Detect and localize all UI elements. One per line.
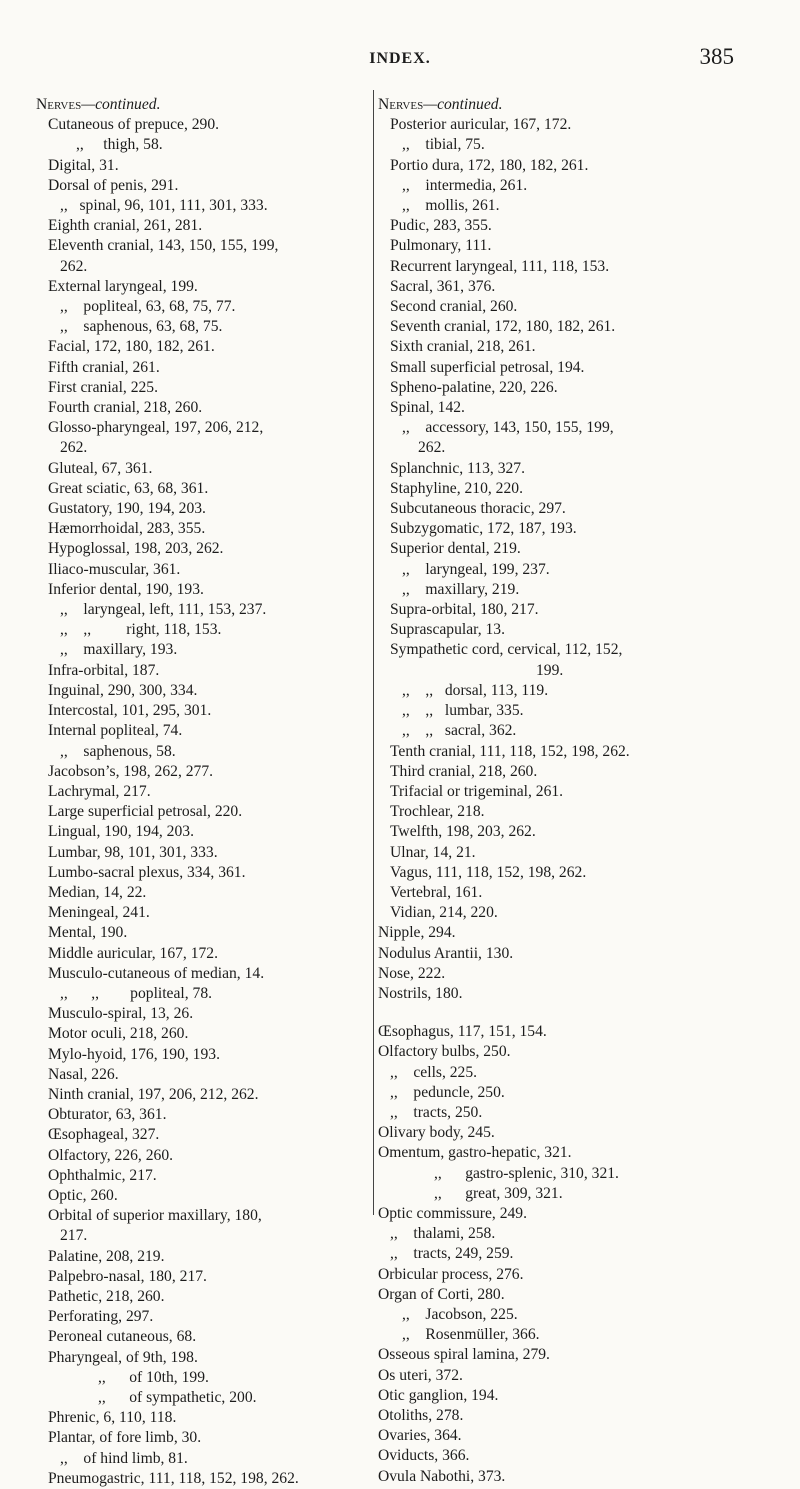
index-entry: Ninth cranial, 197, 206, 212, 262. (48, 1085, 259, 1103)
section-heading (378, 95, 768, 115)
index-entry: Pharyngeal, of 9th, 198. (48, 1348, 198, 1366)
index-entry: Nipple, 294. (378, 924, 456, 942)
index-entry: Omentum, gastro-hepatic, 321. (378, 1144, 572, 1162)
index-entry: ,, maxillary, 219. (402, 580, 520, 598)
index-entry: Otic ganglion, 194. (378, 1386, 499, 1404)
index-entry: Suprascapular, 13. (390, 621, 505, 639)
index-entry: Splanchnic, 113, 327. (390, 459, 525, 477)
index-entry: Pulmonary, 111. (390, 237, 492, 255)
index-entry: Eleventh cranial, 143, 150, 155, 199, (48, 237, 279, 255)
index-entry: Œsophagus, 117, 151, 154. (378, 1023, 547, 1041)
index-entry: ,, accessory, 143, 150, 155, 199, (402, 419, 614, 437)
index-entry: Perforating, 297. (48, 1308, 154, 1326)
index-entry: Recurrent laryngeal, 111, 118, 153. (390, 257, 610, 275)
index-entry: Glosso-pharyngeal, 197, 206, 212, (48, 419, 264, 437)
index-entry: ,, tibial, 75. (402, 136, 485, 154)
heading-word: Nerves (36, 96, 82, 113)
index-entry: Trochlear, 218. (390, 803, 485, 821)
index-entry: Jacobson’s, 198, 262, 277. (48, 762, 214, 780)
index-entry: Gluteal, 67, 361. (48, 459, 153, 477)
index-entry: Staphyline, 210, 220. (390, 479, 523, 497)
index-entry: ,, ,, dorsal, 113, 119. (402, 681, 549, 699)
index-entry: ,, Rosenmüller, 366. (402, 1326, 540, 1344)
index-entry: Seventh cranial, 172, 180, 182, 261. (390, 318, 616, 336)
index-entry: Mylo-hyoid, 176, 190, 193. (48, 1045, 220, 1063)
index-entry: Pneumogastric, 111, 118, 152, 198, 262. (48, 1469, 299, 1487)
index-entry: ,, maxillary, 193. (60, 641, 178, 659)
index-entry: ,, ,, sacral, 362. (402, 722, 517, 740)
index-entry: Middle auricular, 167, 172. (48, 944, 219, 962)
index-entry: Nodulus Arantii, 130. (378, 944, 514, 962)
index-entry: Subcutaneous thoracic, 297. (390, 500, 566, 518)
index-entry: Hæmorrhoidal, 283, 355. (48, 520, 206, 538)
index-entry: 217. (60, 1227, 88, 1245)
index-entry: Otoliths, 278. (378, 1407, 464, 1424)
index-entry: ,, Jacobson, 225. (402, 1305, 518, 1323)
index-entry: Fourth cranial, 218, 260. (48, 399, 203, 417)
index-entry: Posterior auricular, 167, 172. (390, 116, 572, 134)
index-entry: Sixth cranial, 218, 261. (390, 338, 536, 356)
index-entry: Hypoglossal, 198, 203, 262. (48, 540, 224, 558)
index-entry: Infra-orbital, 187. (48, 661, 160, 679)
index-entry: Motor oculi, 218, 260. (48, 1025, 189, 1043)
index-entry: Supra-orbital, 180, 217. (390, 601, 539, 619)
index-entry: Eighth cranial, 261, 281. (48, 217, 203, 235)
index-entry: Phrenic, 6, 110, 118. (48, 1409, 177, 1427)
column-divider (373, 90, 374, 1215)
index-entry: Digital, 31. (48, 156, 119, 174)
index-entry: ,, gastro-splenic, 310, 321. (434, 1164, 619, 1182)
index-entry: Tenth cranial, 111, 118, 152, 198, 262. (390, 742, 630, 760)
index-entry: Orbicular process, 276. (378, 1265, 524, 1283)
index-entry: Spinal, 142. (390, 399, 465, 417)
index-entry: ,, great, 309, 321. (434, 1184, 563, 1202)
index-entry: Orbital of superior maxillary, 180, (48, 1207, 262, 1225)
index-entry: ,, popliteal, 63, 68, 75, 77. (60, 298, 236, 316)
index-entry: Subzygomatic, 172, 187, 193. (390, 520, 577, 538)
index-entry: Lumbo-sacral plexus, 334, 361. (48, 863, 246, 881)
index-entry: Olfactory bulbs, 250. (378, 1043, 511, 1061)
index-entry: Inferior dental, 190, 193. (48, 580, 204, 598)
index-entry: First cranial, 225. (48, 378, 159, 396)
index-entry: Twelfth, 198, 203, 262. (390, 823, 536, 841)
index-entry: Sacral, 361, 376. (390, 277, 496, 295)
index-entry: Third cranial, 218, 260. (390, 762, 538, 780)
heading-continued: —continued. (423, 96, 503, 113)
index-entry: ,, of sympathetic, 200. (98, 1389, 257, 1406)
index-entry: Large superficial petrosal, 220. (48, 803, 243, 821)
index-entry: Ovaries, 364. (378, 1427, 462, 1445)
index-entry: ,, tracts, 249, 259. (390, 1245, 514, 1263)
running-header-title: INDEX. (369, 50, 431, 67)
index-entry: ,, laryngeal, left, 111, 153, 237. (60, 601, 267, 619)
page-number: 385 (699, 44, 734, 69)
index-entry: Fifth cranial, 261. (48, 358, 160, 376)
index-entry: Vidian, 214, 220. (390, 904, 498, 922)
index-entry: 262. (418, 439, 446, 457)
index-entry: Osseous spiral lamina, 279. (378, 1346, 550, 1364)
index-entry: ,, spinal, 96, 101, 111, 301, 333. (60, 197, 268, 215)
index-entry: Musculo-spiral, 13, 26. (48, 1005, 194, 1023)
index-entry: Sympathetic cord, cervical, 112, 152, (390, 641, 623, 659)
index-entry: Pudic, 283, 355. (390, 217, 492, 235)
index-entry: Small superficial petrosal, 194. (390, 358, 585, 376)
index-entry: Œsophageal, 327. (48, 1126, 160, 1144)
index-entry: Oviducts, 366. (378, 1447, 470, 1465)
index-entry: Mental, 190. (48, 924, 128, 942)
index-entry: Cutaneous of prepuce, 290. (48, 116, 220, 134)
index-entry: 199. (536, 661, 564, 679)
index-entry: Nose, 222. (378, 964, 446, 982)
index-entry: Plantar, of fore limb, 30. (48, 1429, 202, 1447)
index-entry: Internal popliteal, 74. (48, 722, 183, 740)
index-entry: ,, peduncle, 250. (390, 1083, 505, 1101)
index-entry: Portio dura, 172, 180, 182, 261. (390, 156, 589, 174)
index-entry: ,, tracts, 250. (390, 1103, 483, 1121)
left-entries (36, 115, 370, 1489)
index-entry: Pathetic, 218, 260. (48, 1287, 165, 1305)
index-entry: Spheno-palatine, 220, 226. (390, 378, 558, 396)
index-entry: Inguinal, 290, 300, 334. (48, 681, 198, 699)
index-entry: Meningeal, 241. (48, 904, 150, 922)
index-entry: Nostrils, 180. (378, 984, 463, 1002)
index-entry: ,, thigh, 58. (76, 136, 163, 154)
index-entry: Ulnar, 14, 21. (390, 843, 476, 861)
index-entry: Lumbar, 98, 101, 301, 333. (48, 843, 218, 861)
section-heading (36, 95, 370, 115)
index-entry: Ophthalmic, 217. (48, 1166, 157, 1184)
index-entry: Vagus, 111, 118, 152, 198, 262. (390, 863, 587, 881)
index-entry: Iliaco-muscular, 361. (48, 560, 181, 578)
heading-continued: —continued. (81, 96, 161, 113)
right-entries (378, 115, 768, 1487)
index-entry: Organ of Corti, 280. (378, 1285, 505, 1303)
index-entry: ,, mollis, 261. (402, 197, 500, 215)
index-entry: Peroneal cutaneous, 68. (48, 1328, 197, 1346)
index-entry: ,, ,, popliteal, 78. (60, 984, 213, 1002)
index-entry: Optic, 260. (48, 1186, 118, 1204)
index-entry: ,, intermedia, 261. (402, 176, 528, 194)
index-entry: ,, cells, 225. (390, 1063, 478, 1081)
left-column (36, 95, 370, 1489)
index-entry: Lingual, 190, 194, 203. (48, 823, 194, 841)
index-entry: Olivary body, 245. (378, 1124, 495, 1142)
index-entry: 262. (60, 257, 88, 275)
index-entry: Lachrymal, 217. (48, 782, 151, 800)
index-entry: Ovula Nabothi, 373. (378, 1467, 506, 1485)
index-entry: Olfactory, 226, 260. (48, 1146, 174, 1164)
index-entry: Dorsal of penis, 291. (48, 176, 179, 194)
index-entry: Median, 14, 22. (48, 883, 147, 901)
index-entry: Trifacial or trigeminal, 261. (390, 782, 564, 800)
index-entry: 262. (60, 439, 88, 457)
index-entry: Intercostal, 101, 295, 301. (48, 702, 212, 720)
index-entry: Facial, 172, 180, 182, 261. (48, 338, 215, 356)
index-entry: Nasal, 226. (48, 1065, 119, 1083)
right-column (378, 95, 768, 1487)
index-entry: ,, ,, right, 118, 153. (60, 621, 222, 639)
index-entry: ,, laryngeal, 199, 237. (402, 560, 550, 578)
index-entry: Palpebro-nasal, 180, 217. (48, 1267, 207, 1285)
index-entry: Superior dental, 219. (390, 540, 521, 558)
index-entry: ,, saphenous, 63, 68, 75. (60, 318, 223, 336)
index-entry: ,, thalami, 258. (390, 1225, 496, 1243)
index-entry: Musculo-cutaneous of median, 14. (48, 964, 265, 982)
index-entry: Vertebral, 161. (390, 883, 483, 901)
index-entry: ,, saphenous, 58. (60, 742, 176, 760)
index-entry: Obturator, 63, 361. (48, 1106, 167, 1124)
index-entry: ,, of 10th, 199. (98, 1368, 209, 1386)
heading-word: Nerves (378, 96, 424, 113)
index-entry: Os uteri, 372. (378, 1366, 463, 1384)
index-entry: Gustatory, 190, 194, 203. (48, 500, 206, 518)
index-entry: Great sciatic, 63, 68, 361. (48, 479, 209, 497)
index-entry: Optic commissure, 249. (378, 1204, 527, 1222)
index-entry: Second cranial, 260. (390, 298, 518, 316)
index-entry: External laryngeal, 199. (48, 277, 198, 295)
index-entry: Palatine, 208, 219. (48, 1247, 165, 1265)
index-entry: ,, ,, lumbar, 335. (402, 702, 524, 720)
index-entry: ,, of hind limb, 81. (60, 1449, 188, 1467)
